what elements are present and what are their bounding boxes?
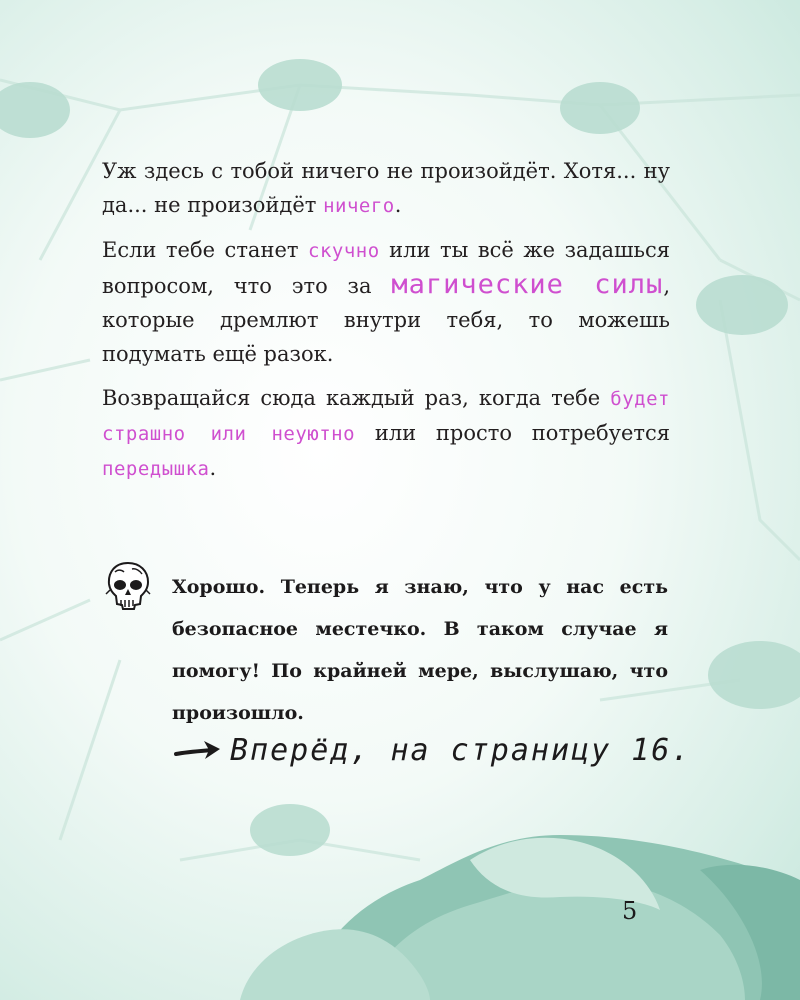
text-run: Если тебе станет [102,238,309,262]
main-text [102,154,670,496]
paragraph-3 [102,381,670,486]
pillows [240,835,800,1000]
goto-text[interactable]: Вперёд, на страницу 16. [230,732,692,768]
highlight-phrase: будет страшно или неуютно [102,388,670,445]
text-run: . [209,456,217,480]
highlight-word: передышка [102,458,210,480]
text-run: или просто потребуется [355,421,670,445]
page-number: 5 [622,897,638,925]
skull-icon [104,560,152,612]
highlight-phrase: магические силы [391,269,664,300]
highlight-word: ничего [323,195,395,217]
paragraph-2 [102,233,670,371]
goto-link[interactable] [174,728,691,772]
text-run: Уж здесь с тобой ничего не произойдёт. Хотя... ну да... не произойдёт [102,159,670,217]
highlight-word: скучно [308,240,380,262]
paragraph-1 [102,154,670,223]
character-speech: Хорошо. Теперь я знаю, что у нас есть безопасное местечко. В таком случае я помогу! По крайней мере, выслушаю, что произошло. [172,576,668,724]
text-run: . [394,193,402,217]
text-run: Возвращайся сюда каждый раз, когда тебе [102,386,611,410]
text-run: или ты всё же задашься вопросом, что это за [102,238,670,298]
text-run: , которые дремлют внутри тебя, то можешь подумать ещё разок. [102,274,670,366]
arrow-right-icon [174,737,224,763]
